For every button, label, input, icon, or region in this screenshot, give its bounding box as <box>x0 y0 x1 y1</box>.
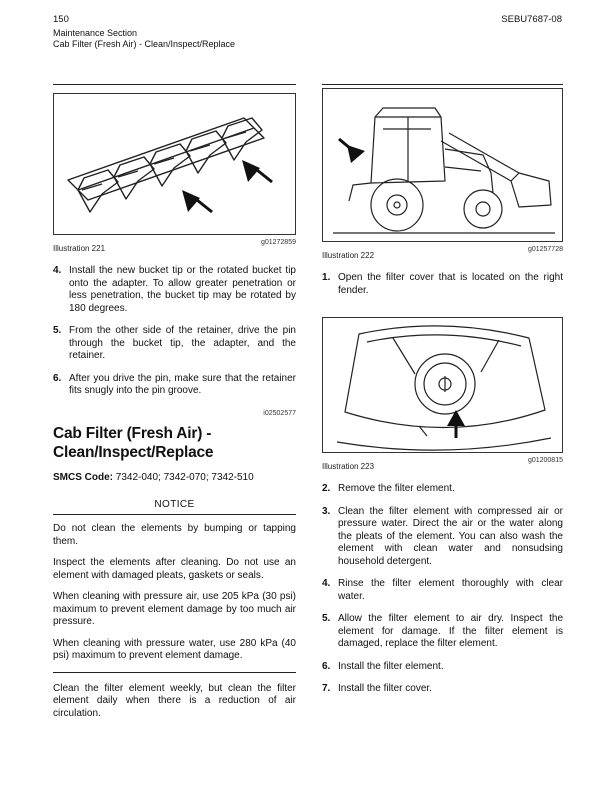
step-item <box>322 683 563 696</box>
page-header <box>53 14 562 50</box>
figure-caption: Illustration 223 <box>322 462 375 471</box>
step-number: 6. <box>322 660 331 672</box>
step-text: From the other side of the retainer, drive the pin through the bucket tip, the adapter, and the retainer. <box>69 325 296 361</box>
step-text: Remove the filter element. <box>338 483 455 494</box>
figure-caption: Illustration 222 <box>322 251 375 260</box>
step-item <box>53 325 296 363</box>
step-text: After you drive the pin, make sure that the retainer fits snugly into the pin groove. <box>69 372 296 396</box>
notice-paragraph: Inspect the elements after cleaning. Do not use an element with damaged pleats, gaskets or seals. <box>53 557 296 581</box>
notice-bottom-rule <box>53 672 296 673</box>
step-text: Install the new bucket tip or the rotated bucket tip onto the adapter. To allow greater penetration or less penetration, the bucket tip may be rotated by 180 degrees. <box>69 265 296 314</box>
figure-caption: Illustration 221 <box>53 244 106 253</box>
figure-id: g01257728 <box>527 246 563 253</box>
step-item <box>322 272 563 297</box>
step-item <box>322 578 563 603</box>
step-text: Install the filter element. <box>338 660 444 672</box>
step-item <box>322 661 563 674</box>
notice-label: NOTICE <box>154 498 195 510</box>
step-text: Install the filter cover. <box>338 683 432 694</box>
spacer <box>322 307 563 317</box>
notice-paragraph: When cleaning with pressure water, use 280 kPa (40 psi) maximum to prevent element damage. <box>53 637 296 661</box>
illustration-221-caption-row <box>53 237 296 253</box>
header-rule-left <box>53 84 296 85</box>
step-item <box>322 613 563 651</box>
step-text: Clean the filter element with compressed air or pressure water. Direct the air or the water along the pleats of the element. You can also wash the element with clean water and nonsudsing household detergent. <box>338 505 563 567</box>
step-number: 2. <box>322 483 331 494</box>
step-item <box>53 265 296 315</box>
closing-paragraph: Clean the filter element weekly, but clean the filter element daily when there is a reduction of air circulation. <box>53 682 296 719</box>
step-number: 5. <box>322 613 331 624</box>
right-column <box>322 88 563 706</box>
step-text: Allow the filter element to air dry. Inspect the element for damage. If the filter element is damaged, replace the filter element. <box>338 613 563 649</box>
callout-arrow <box>339 139 365 163</box>
step-text: Open the filter cover that is located on the right fender. <box>338 272 563 296</box>
header-section-title: Maintenance Section <box>53 28 138 38</box>
illustration-222-caption-row <box>322 244 563 260</box>
bucket-tooth <box>78 118 262 212</box>
notice-paragraph: When cleaning with pressure air, use 205 kPa (30 psi) maximum to prevent element damage by too much air pressure. <box>53 591 296 627</box>
section-title: Cab Filter (Fresh Air) - Clean/Inspect/Replace <box>53 425 214 461</box>
step-item <box>322 506 563 569</box>
step-text: Rinse the filter element thoroughly with clear water. <box>338 578 563 602</box>
illustration-222-image <box>322 88 563 242</box>
article-id: i02502577 <box>263 409 296 417</box>
smcs-label: SMCS Code: <box>53 472 113 483</box>
step-number: 4. <box>322 578 331 589</box>
bucket-tips-drawing <box>54 94 295 234</box>
backhoe-loader-drawing <box>323 89 562 241</box>
figure-id: g01200815 <box>527 457 563 464</box>
illustration-223-caption-row <box>322 455 563 471</box>
notice-paragraph: Do not clean the elements by bumping or tapping them. <box>53 523 296 547</box>
step-number: 4. <box>53 265 62 276</box>
illustration-221-image <box>53 93 296 235</box>
header-subsection-title: Cab Filter (Fresh Air) - Clean/Inspect/Replace <box>53 39 236 49</box>
step-number: 7. <box>322 683 331 694</box>
notice-top-rule <box>53 514 296 515</box>
smcs-value: 7342-040; 7342-070; 7342-510 <box>115 472 254 483</box>
step-number: 1. <box>322 272 331 283</box>
illustration-223-image <box>322 317 563 453</box>
step-item <box>53 373 296 398</box>
step-item <box>322 483 563 496</box>
step-number: 3. <box>322 505 331 517</box>
step-number: 5. <box>53 325 62 336</box>
doc-code: SEBU7687-08 <box>501 14 562 25</box>
smcs-code-line <box>53 472 296 485</box>
step-number: 6. <box>53 372 62 384</box>
figure-id: g01272859 <box>260 239 296 246</box>
header-rule-right <box>322 84 563 85</box>
page-number: 150 <box>53 14 69 25</box>
filter-cover-drawing <box>323 318 562 452</box>
notice-block <box>53 499 296 673</box>
left-column <box>53 93 296 720</box>
